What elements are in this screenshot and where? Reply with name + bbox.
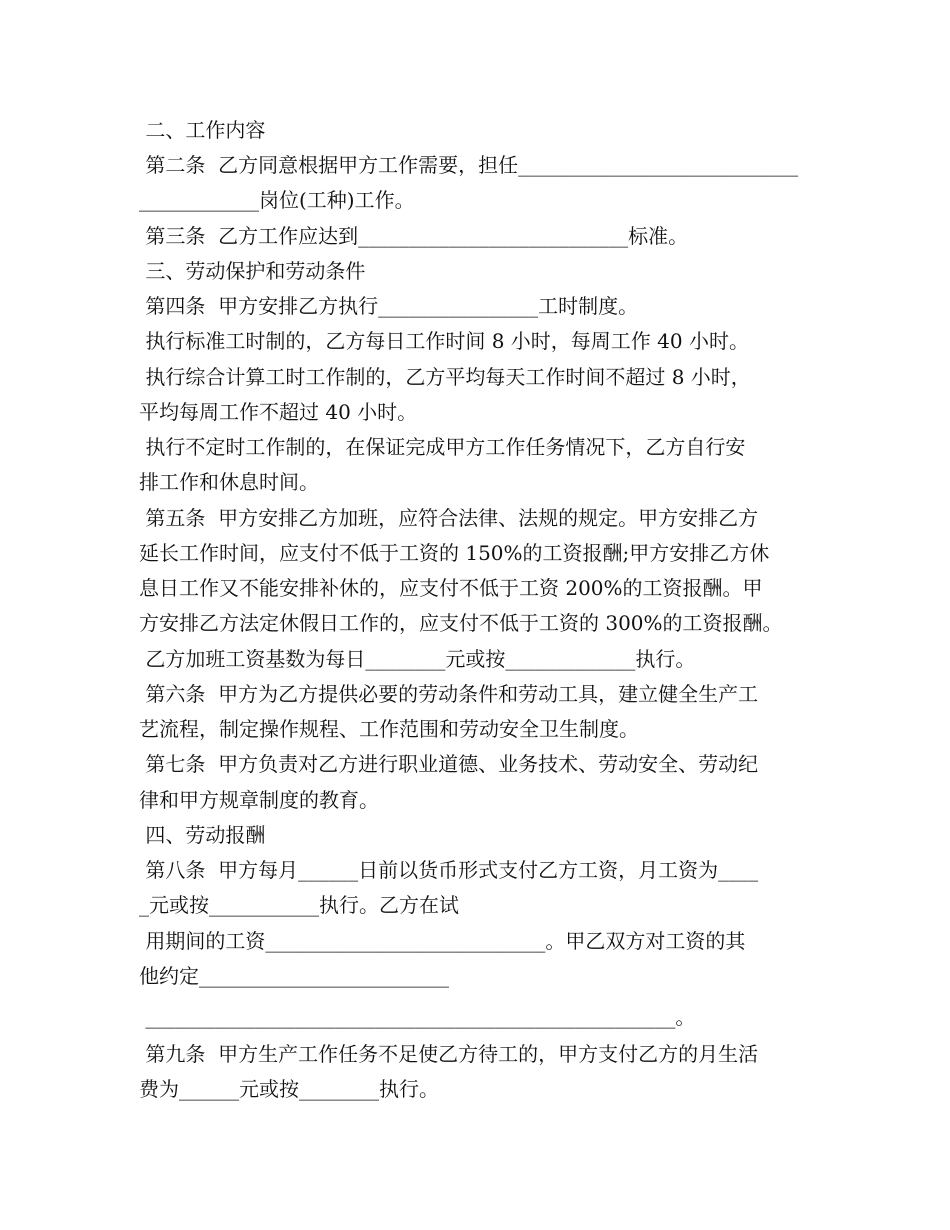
section-heading-work-content: 二、工作内容 (139, 118, 266, 142)
text-line: 第五条 甲方安排乙方加班，应符合法律、法规的规定。甲方安排乙方 (139, 506, 759, 530)
text-line: 乙方加班工资基数为每日________元或按_____________执行。 (139, 647, 696, 671)
section-heading-labor-protection: 三、劳动保护和劳动条件 (139, 259, 366, 283)
text-line: 用期间的工资____________________________。甲乙双方对工资的其 (139, 929, 746, 953)
text-line: 第八条 甲方每月______日前以货币形式支付乙方工资，月工资为____ (139, 858, 759, 882)
text-line: 息日工作又不能安排补休的，应支付不低于工资 200%的工资报酬。甲 (139, 576, 763, 600)
text-line: 第三条 乙方工作应达到___________________________标准。 (139, 224, 689, 248)
text-line: 平均每周工作不超过 40 小时。 (139, 400, 418, 424)
text-line: ____________岗位(工种)工作。 (139, 188, 415, 212)
text-line: 艺流程，制定操作规程、工作范围和劳动安全卫生制度。 (139, 717, 639, 741)
text-line: 第九条 甲方生产工作任务不足使乙方待工的，甲方支付乙方的月生活 (139, 1042, 759, 1066)
text-line: 执行综合计算工时工作制的，乙方平均每天工作时间不超过 8 小时， (139, 365, 751, 389)
text-line: 执行不定时工作制的，在保证完成甲方工作任务情况下，乙方自行安 (139, 435, 746, 459)
text-line: 他约定_________________________ (139, 964, 449, 988)
section-heading-labor-remuneration: 四、劳动报酬 (139, 823, 266, 847)
text-line: _____________________________________________________。 (139, 1005, 696, 1029)
text-line: 延长工作时间，应支付不低于工资的 150%的工资报酬;甲方安排乙方休 (139, 541, 770, 565)
text-line: 方安排乙方法定休假日工作的，应支付不低于工资的 300%的工资报酬。 (139, 611, 783, 635)
text-line: _元或按___________执行。乙方在试 (139, 893, 459, 917)
text-line: 律和甲方规章制度的教育。 (139, 788, 379, 812)
text-line: 执行标准工时制的，乙方每日工作时间 8 小时，每周工作 40 小时。 (139, 329, 749, 353)
text-line: 排工作和休息时间。 (139, 470, 319, 494)
text-line: 第六条 甲方为乙方提供必要的劳动条件和劳动工具，建立健全生产工 (139, 682, 759, 706)
text-line: 第七条 甲方负责对乙方进行职业道德、业务技术、劳动安全、劳动纪 (139, 752, 759, 776)
text-line: 费为______元或按________执行。 (139, 1077, 439, 1101)
text-line: 第四条 甲方安排乙方执行________________工时制度。 (139, 294, 639, 318)
text-line: 第二条 乙方同意根据甲方工作需要，担任____________________________ (139, 153, 799, 177)
